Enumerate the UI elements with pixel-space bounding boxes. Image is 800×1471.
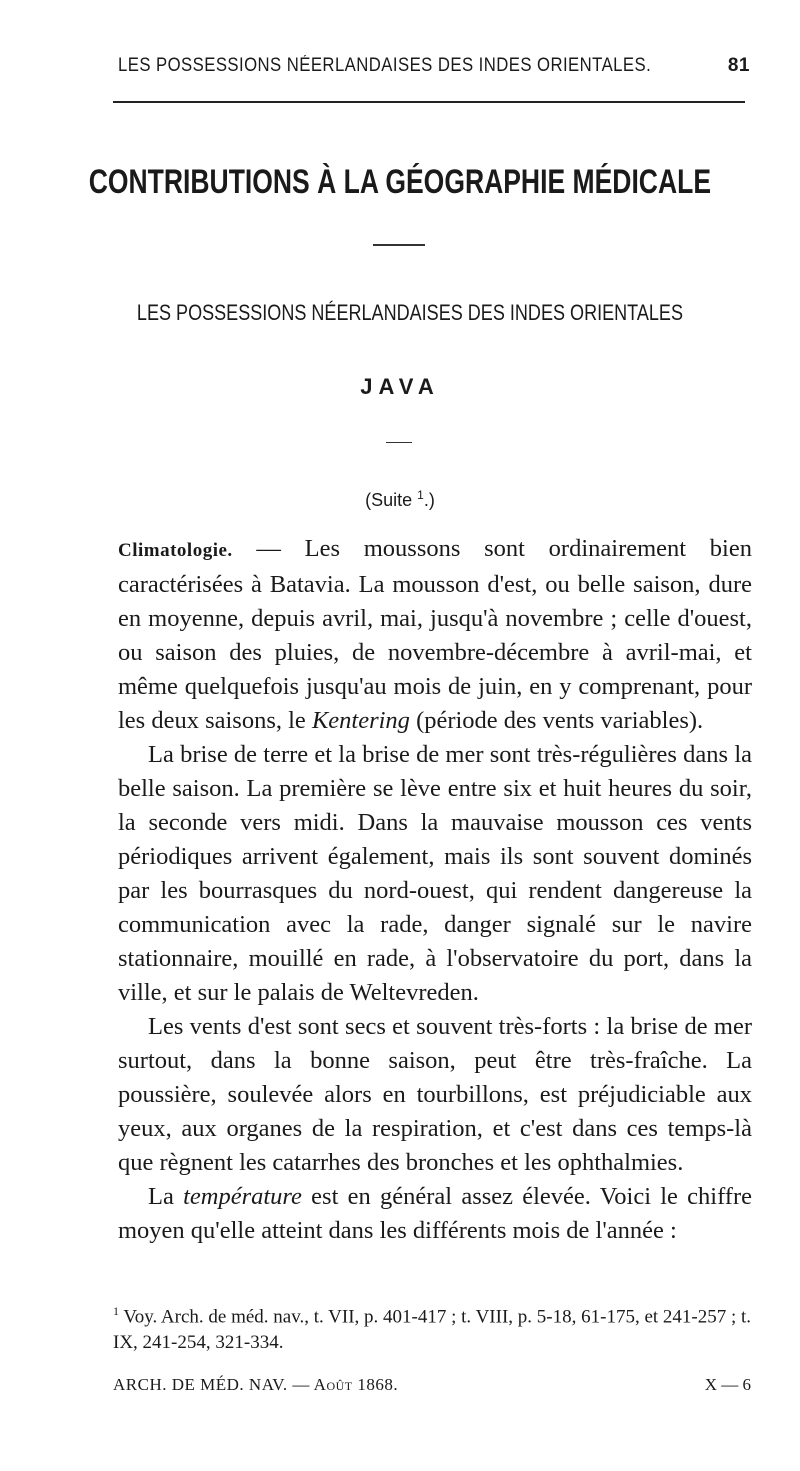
place-divider xyxy=(386,442,412,443)
page-number: 81 xyxy=(727,55,750,76)
article-title xyxy=(0,163,800,202)
paragraph-text: — Les moussons sont ordinairement bien caractérisées à Batavia. La mousson d'est, ou belle saison, dure en moyenne, depuis avril, mai, jusqu'à novembre ; celle d'ouest, ou saison des pluies, de novembre-décembre à avril-mai, et même quelquefois jusqu'au mois de juin, en y comprenant, pour les deux saisons, le xyxy=(118,535,752,734)
paragraph-temperature xyxy=(118,1180,752,1248)
paragraph-east-winds: Les vents d'est sont secs et souvent très-forts : la brise de mer surtout, dans la bonne saison, peut être très-fraîche. La poussière, soulevée alors en tourbillons, est préjudiciable aux yeux, aux organes de la respiration, et c'est dans ces temps-là que règnent les catarrhes des bronches et les ophthalmies. xyxy=(118,1013,752,1176)
section-heading: Climatologie. xyxy=(118,540,233,561)
journal-signature: ARCH. DE MÉD. NAV. — Août 1868. xyxy=(113,1375,399,1394)
footnote-text: Voy. Arch. de méd. nav., t. VII, p. 401-417 ; t. VIII, p. 5-18, 61-175, et 241-257 ; t. IX, 241-254, 321-334. xyxy=(113,1306,752,1354)
paragraph-text: est en général assez élevée. Voici le chiffre moyen qu'elle atteint dans les différents mois de l'année : xyxy=(118,1183,753,1244)
paragraph-breezes: La brise de terre et la brise de mer sont très-régulières dans la belle saison. La première se lève entre six et huit heures du soir, la seconde vers midi. Dans la mauvaise mousson ces vents périodiques arrivent également, mais ils sont souvent dominés par les bourrasques du nord-ouest, qui rendent dangereuse la communication avec la rade, danger signalé sur le navire stationnaire, mouillé en rade, à l'observatoire du port, dans la ville, et sur le palais de Weltevreden. xyxy=(118,741,752,1006)
paragraph-text: (période des vents variables). xyxy=(409,707,704,734)
paragraph-text: La xyxy=(148,1183,184,1210)
signature-line xyxy=(113,1375,753,1401)
article-subtitle-text: LES POSSESSIONS NÉERLANDAISES DES INDES ORIENTALES xyxy=(136,300,684,325)
continuation-close: .) xyxy=(423,490,435,510)
italic-term: Kentering xyxy=(311,707,410,734)
running-head xyxy=(118,55,750,85)
italic-term: température xyxy=(183,1183,302,1210)
paragraph-climatology xyxy=(118,532,752,738)
title-divider xyxy=(373,244,425,246)
continuation-label: (Suite xyxy=(365,490,413,510)
footnote-marker: 1 xyxy=(113,1304,119,1318)
continuation-footnote-marker: 1 xyxy=(417,488,424,502)
gathering-mark: X — 6 xyxy=(704,1375,751,1394)
footnote xyxy=(113,1298,753,1356)
running-head-title: LES POSSESSIONS NÉERLANDAISES DES INDES ORIENTALES. xyxy=(118,55,652,76)
article-title-text: CONTRIBUTIONS À LA GÉOGRAPHIE MÉDICALE xyxy=(88,163,712,201)
body-text xyxy=(118,532,752,1248)
continuation-note xyxy=(0,488,800,511)
place-heading: JAVA xyxy=(360,374,440,399)
article-subtitle xyxy=(0,300,800,326)
header-rule xyxy=(113,101,745,103)
